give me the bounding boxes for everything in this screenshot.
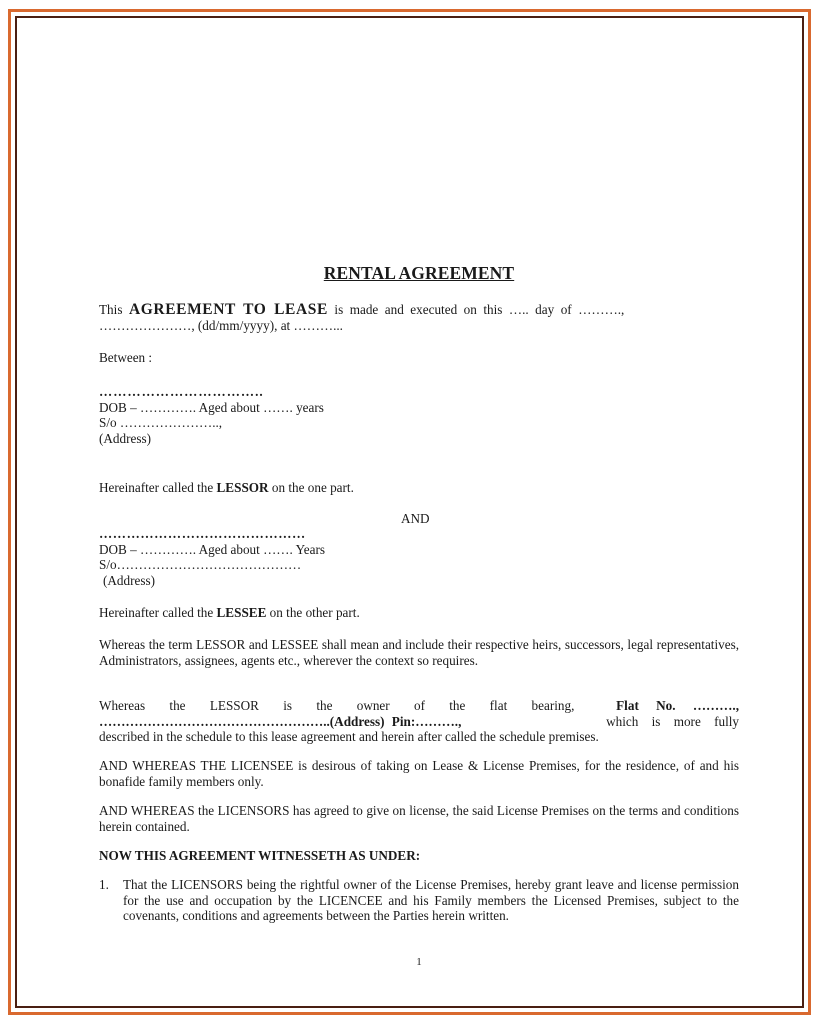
intro-line2: …………………, (dd/mm/yyyy), at ………... (99, 317, 343, 333)
lessee-term: LESSEE (216, 605, 267, 620)
whereas-owner-paragraph (99, 698, 739, 745)
intro-paragraph (99, 302, 739, 333)
lessee-dob: DOB – …………. Aged about ……. Years (99, 541, 326, 557)
lessee-called-prefix: Hereinafter called the (99, 605, 214, 620)
owner-line2-text: which is more fully (606, 713, 739, 729)
lessor-so: S/o ………………….., (99, 415, 223, 431)
lessor-dob: DOB – …………. Aged about ……. years (99, 399, 324, 415)
lessor-address: (Address) (99, 430, 152, 446)
lessee-address: (Address) (103, 572, 156, 588)
whereas-term-paragraph: Whereas the term LESSOR and LESSEE shall mean and include their respective heirs, successors, legal representatives, Administrators, assignees, agents etc., wherever the context so requires. (99, 637, 739, 668)
lessee-called-suffix: on the other part. (269, 605, 360, 620)
lessor-called-suffix: on the one part. (271, 480, 354, 495)
owner-line3: described in the schedule to this lease agreement and herein after called the schedule premises. (99, 729, 599, 745)
lessee-details (99, 526, 739, 588)
owner-line1-text: Whereas the LESSOR is the owner of the flat bearing, (99, 698, 575, 713)
intro-prefix: This (99, 302, 123, 317)
flat-number-blank: Flat No. ………., (616, 698, 739, 713)
page-number: 1 (416, 956, 422, 968)
lessee-name-blank: ……………………………………… (99, 526, 306, 541)
licensee-paragraph: AND WHEREAS THE LICENSEE is desirous of taking on Lease & License Premises, for the residence, of and his bonafide family members only. (99, 758, 739, 789)
clause-item (99, 877, 739, 924)
document-title: RENTAL AGREEMENT (323, 263, 515, 283)
between-label: Between : (99, 350, 153, 365)
intro-emphasis: AGREEMENT TO LEASE (128, 301, 328, 318)
intro-line1-rest: is made and executed on this ….. day of ………., (334, 302, 625, 317)
lessor-name-blank: …………………………….. (99, 384, 264, 399)
and-label: AND (401, 511, 430, 526)
lessee-called (99, 605, 739, 621)
clause-text: That the LICENSORS being the rightful owner of the License Premises, hereby grant leave and license permission for the use and occupation by the LICENCEE and his Family members the Licensed Premises, subject to the covenants, conditions and agreements between the Parties herein written. (123, 877, 739, 924)
lessee-so: S/o…………………………………… (99, 557, 302, 573)
address-pin-blank: ……………………………………………..(Address) Pin:………., (99, 713, 462, 729)
lessor-called-prefix: Hereinafter called the (99, 480, 214, 495)
witnesseth-heading: NOW THIS AGREEMENT WITNESSETH AS UNDER: (99, 848, 421, 863)
licensors-paragraph: AND WHEREAS the LICENSORS has agreed to give on license, the said License Premises on the terms and conditions herein contained. (99, 803, 739, 834)
lessor-details (99, 384, 739, 446)
lessor-called (99, 480, 739, 496)
lessor-term: LESSOR (216, 480, 269, 495)
clause-number: 1. (99, 877, 109, 892)
